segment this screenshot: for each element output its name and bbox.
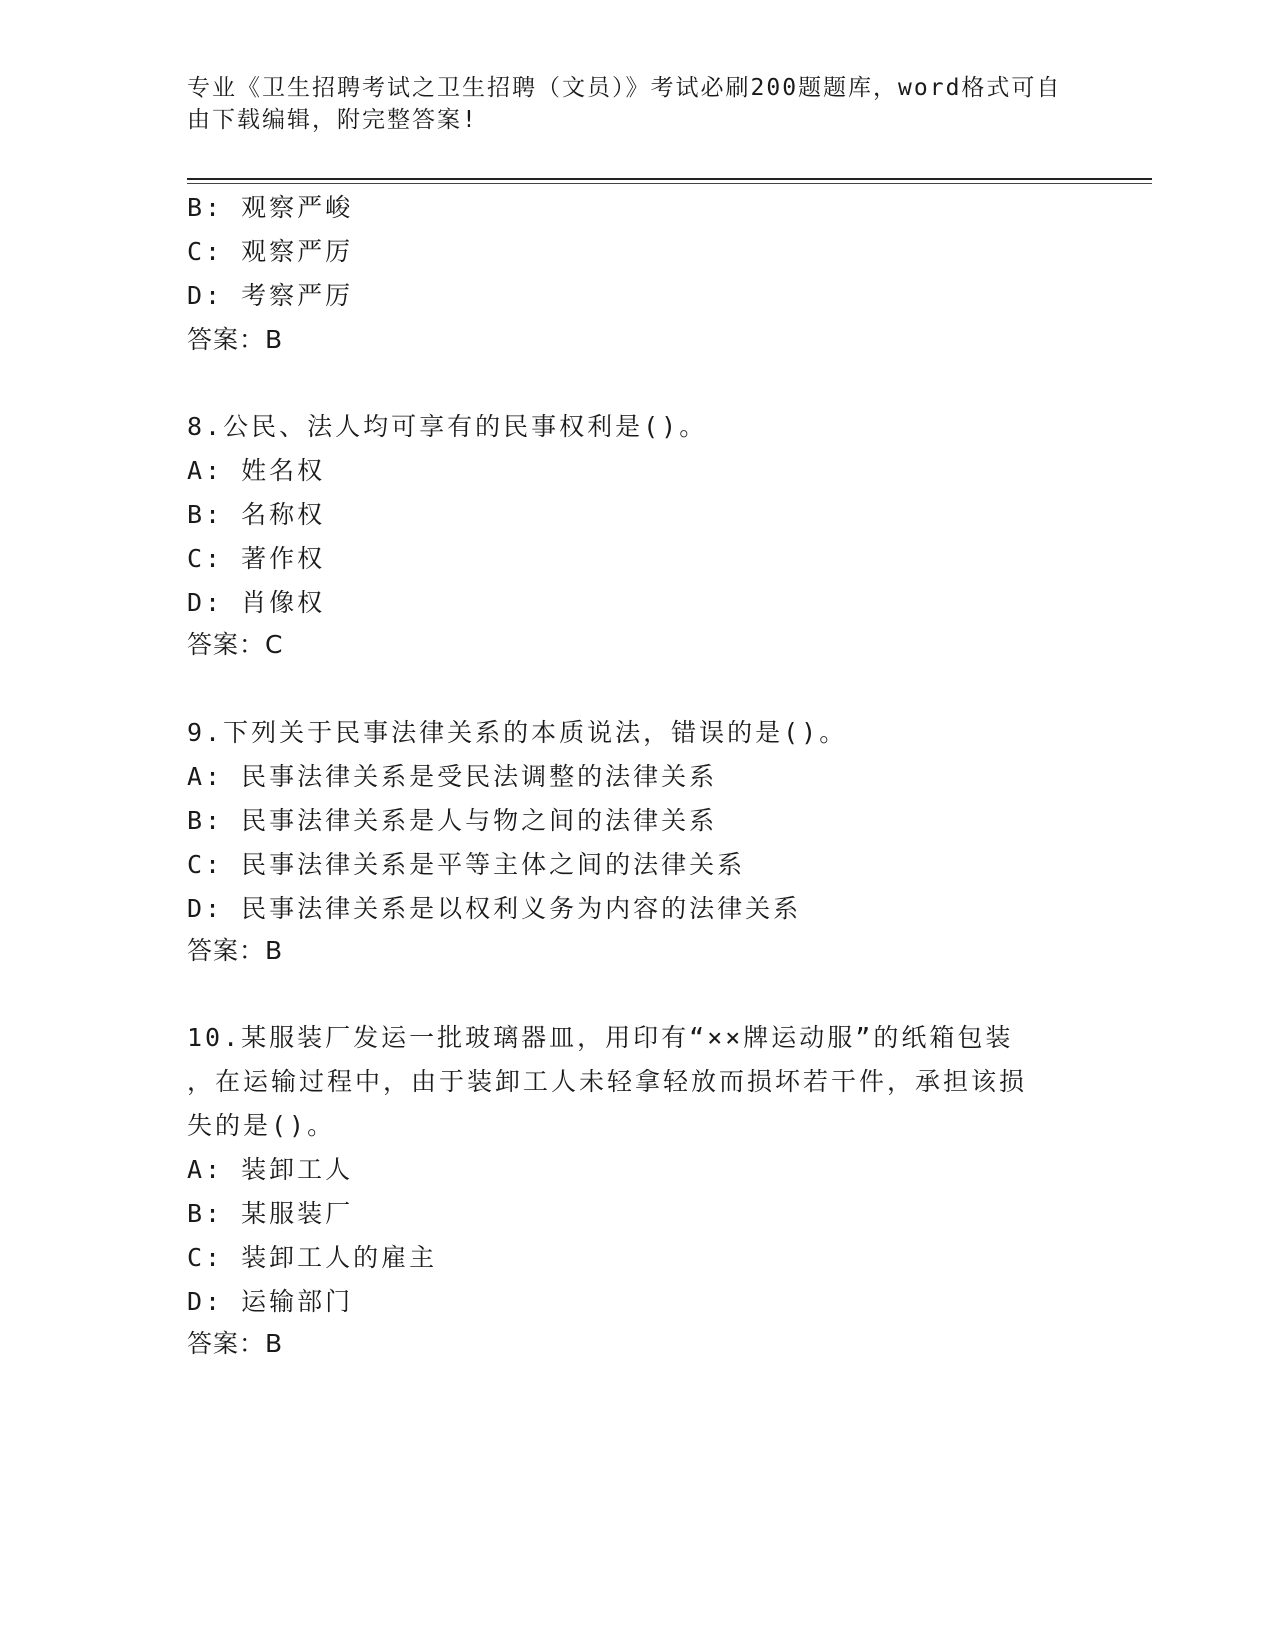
option-c: C: 观察严厉	[187, 237, 354, 266]
question-8-text: 8.公民、法人均可享有的民事权利是()。	[187, 412, 708, 441]
header-rule-thick	[187, 178, 1152, 180]
question-10-text-line-1: 10.某服装厂发运一批玻璃器皿，用印有“××牌运动服”的纸箱包装	[187, 1023, 1014, 1052]
question-10-text-line-2: ，在运输过程中，由于装卸工人未轻拿轻放而损坏若干件，承担该损	[187, 1067, 1028, 1096]
question-10-answer: 答案：B	[187, 1329, 284, 1358]
question-9-option-d: D: 民事法律关系是以权利义务为内容的法律关系	[187, 894, 802, 923]
question-8-option-a: A: 姓名权	[187, 456, 326, 485]
document-header	[187, 72, 1067, 136]
header-line-1: 专业《卫生招聘考试之卫生招聘（文员）》考试必刷200题题库，word格式可自	[187, 75, 1062, 101]
question-9-answer: 答案：B	[187, 936, 284, 965]
option-b: B: 观察严峻	[187, 193, 354, 222]
question-10-option-c: C: 装卸工人的雇主	[187, 1243, 438, 1272]
answer: 答案：B	[187, 325, 284, 354]
question-8-option-c: C: 著作权	[187, 544, 326, 573]
question-9-text: 9.下列关于民事法律关系的本质说法，错误的是()。	[187, 718, 848, 747]
question-10-option-b: B: 某服装厂	[187, 1199, 354, 1228]
option-d: D: 考察严厉	[187, 281, 354, 310]
question-9-option-a: A: 民事法律关系是受民法调整的法律关系	[187, 762, 718, 791]
header-line-2: 由下载编辑，附完整答案!	[187, 107, 478, 133]
question-8-answer: 答案：C	[187, 630, 284, 659]
question-8-option-d: D: 肖像权	[187, 588, 326, 617]
question-8-option-b: B: 名称权	[187, 500, 326, 529]
question-10-option-a: A: 装卸工人	[187, 1155, 354, 1184]
question-9-option-c: C: 民事法律关系是平等主体之间的法律关系	[187, 850, 746, 879]
header-rule-thin	[187, 183, 1152, 184]
question-10-text-line-3: 失的是()。	[187, 1111, 336, 1140]
question-10-option-d: D: 运输部门	[187, 1287, 354, 1316]
question-9-option-b: B: 民事法律关系是人与物之间的法律关系	[187, 806, 718, 835]
